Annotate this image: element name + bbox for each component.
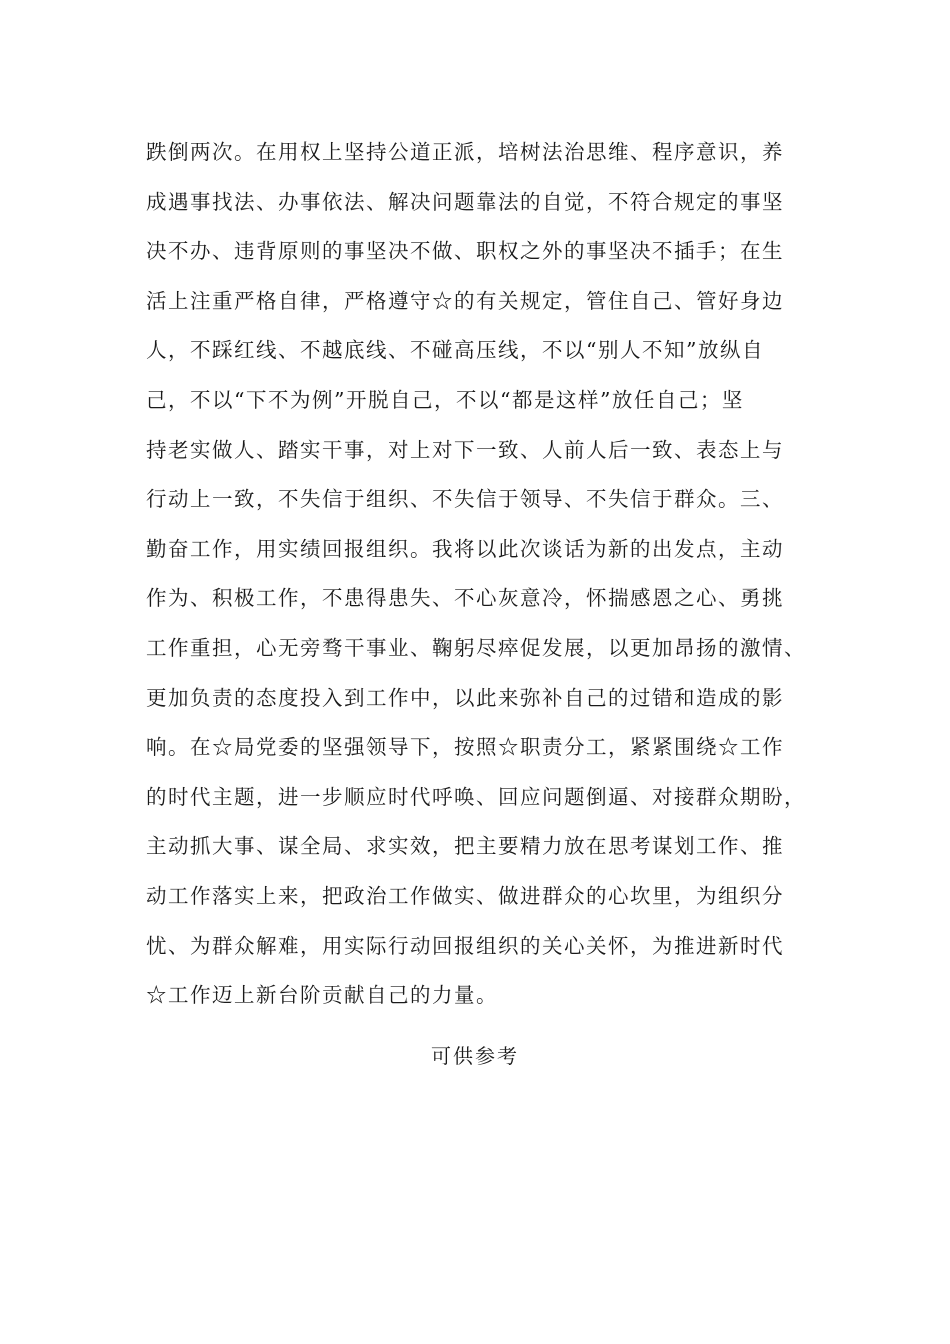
text-line: 跌倒两次。在用权上坚持公道正派，培树法治思维、程序意识，养	[146, 140, 784, 164]
text-line: 作为、积极工作，不患得患失、不心灰意冷，怀揣感恩之心、勇挑	[146, 586, 784, 611]
text-line: 更加负责的态度投入到工作中，以此来弥补自己的过错和造成的影	[146, 685, 784, 710]
text-line: 己，不以“下不为例”开脱自己，不以“都是这样”放任自己；坚	[146, 387, 744, 412]
text-line: ☆工作迈上新台阶贡献自己的力量。	[146, 983, 498, 1008]
text-line: 持老实做人、踏实干事，对上对下一致、人前人后一致、表态上与	[146, 437, 784, 462]
text-line: 活上注重严格自律，严格遵守☆的有关规定，管住自己、管好身边	[146, 288, 784, 313]
body-paragraph	[146, 128, 826, 1021]
text-line: 人，不踩红线、不越底线、不碰高压线，不以“别人不知”放纵自	[146, 338, 764, 363]
text-line: 响。在☆局党委的坚强领导下，按照☆职责分工，紧紧围绕☆工作	[146, 735, 784, 760]
text-line: 行动上一致，不失信于组织、不失信于领导、不失信于群众。三、	[146, 487, 784, 512]
text-line: 勤奋工作，用实绩回报组织。我将以此次谈话为新的出发点，主动	[146, 536, 784, 561]
text-line: 主动抓大事、谋全局、求实效，把主要精力放在思考谋划工作、推	[146, 834, 784, 859]
footer-note: 可供参考	[431, 1044, 519, 1068]
text-line: 决不办、违背原则的事坚决不做、职权之外的事坚决不插手；在生	[146, 239, 784, 264]
text-line: 的时代主题，进一步顺应时代呼唤、回应问题倒逼、对接群众期盼，	[146, 784, 806, 809]
text-line: 动工作落实上来，把政治工作做实、做进群众的心坎里，为组织分	[146, 883, 784, 908]
text-line: 忧、为群众解难，用实际行动回报组织的关心关怀，为推进新时代	[146, 933, 784, 958]
text-line: 成遇事找法、办事依法、解决问题靠法的自觉，不符合规定的事坚	[146, 189, 784, 214]
text-line: 工作重担，心无旁骛干事业、鞠躬尽瘁促发展，以更加昂扬的激情、	[146, 635, 806, 660]
